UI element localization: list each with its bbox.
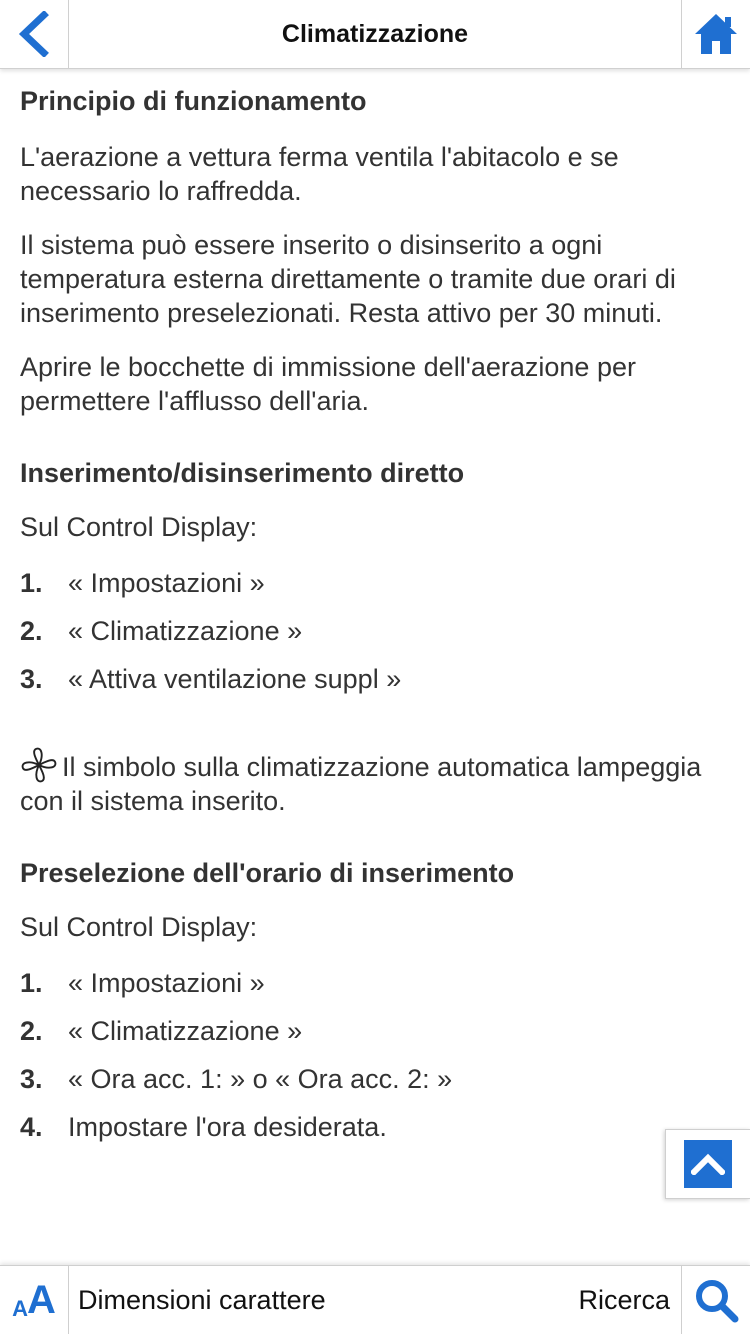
step-text: « Impostazioni » [68, 968, 265, 998]
step-number: 3. [20, 664, 43, 694]
home-icon [693, 12, 739, 56]
scroll-to-top-square [684, 1140, 732, 1188]
step-number: 1. [20, 568, 43, 598]
list-item [20, 614, 730, 648]
search-label[interactable]: Ricerca [578, 1284, 670, 1315]
step-text: « Climatizzazione » [68, 1016, 303, 1046]
list-item [20, 566, 730, 600]
step-text: Impostare l'ora desiderata. [68, 1112, 387, 1142]
list-item [20, 1014, 730, 1048]
section-title-principle: Principio di funzionamento [20, 86, 367, 116]
section-title-direct: Inserimento/disinserimento diretto [20, 458, 465, 488]
search-button[interactable] [681, 1266, 750, 1334]
step-number: 4. [20, 1112, 43, 1142]
home-button[interactable] [681, 0, 750, 68]
paragraph: Il sistema può essere inserito o disinserito a ogni temperatura esterna direttamente o tramite due orari di inserimento preselezionati. Resta attivo per 30 minuti. [20, 230, 676, 328]
step-text: « Attiva ventilazione suppl » [68, 664, 402, 694]
lead-text: Sul Control Display: [20, 512, 258, 542]
list-item [20, 662, 730, 696]
section-title-preselect: Preselezione dell'orario di inserimento [20, 858, 515, 888]
step-text: « Climatizzazione » [68, 616, 303, 646]
font-size-button[interactable] [0, 1266, 69, 1334]
font-size-label[interactable]: Dimensioni carattere [78, 1284, 326, 1315]
lead-text: Sul Control Display: [20, 912, 258, 942]
bottom-bar [0, 1265, 750, 1334]
font-size-icon [12, 1280, 56, 1320]
chevron-up-icon [691, 1153, 725, 1175]
scroll-to-top-button[interactable] [665, 1129, 750, 1199]
note-paragraph [20, 746, 730, 818]
paragraph: L'aerazione a vettura ferma ventila l'abitacolo e se necessario lo raffredda. [20, 142, 619, 206]
font-size-icon-small: A [12, 1296, 28, 1321]
list-item [20, 1110, 730, 1144]
content-area[interactable] [0, 68, 750, 1264]
top-bar [0, 0, 750, 69]
step-number: 3. [20, 1064, 43, 1094]
step-number: 2. [20, 1016, 43, 1046]
list-item [20, 966, 730, 1000]
page-title: Climatizzazione [281, 19, 469, 48]
step-text: « Impostazioni » [68, 568, 265, 598]
steps-list-preselect [20, 966, 730, 1144]
step-text: « Ora acc. 1: » o « Ora acc. 2: » [68, 1064, 453, 1094]
fan-icon [20, 746, 58, 784]
steps-list-direct [20, 566, 730, 696]
step-number: 1. [20, 968, 43, 998]
note-text: Il simbolo sulla climatizzazione automatica lampeggia con il sistema inserito. [20, 752, 702, 816]
step-number: 2. [20, 616, 43, 646]
back-button[interactable] [0, 0, 69, 68]
search-icon [693, 1277, 739, 1323]
list-item [20, 1062, 730, 1096]
chevron-left-icon [16, 11, 52, 57]
font-size-icon-big: A [27, 1278, 56, 1322]
paragraph: Aprire le bocchette di immissione dell'aerazione per permettere l'afflusso dell'aria. [20, 352, 636, 416]
